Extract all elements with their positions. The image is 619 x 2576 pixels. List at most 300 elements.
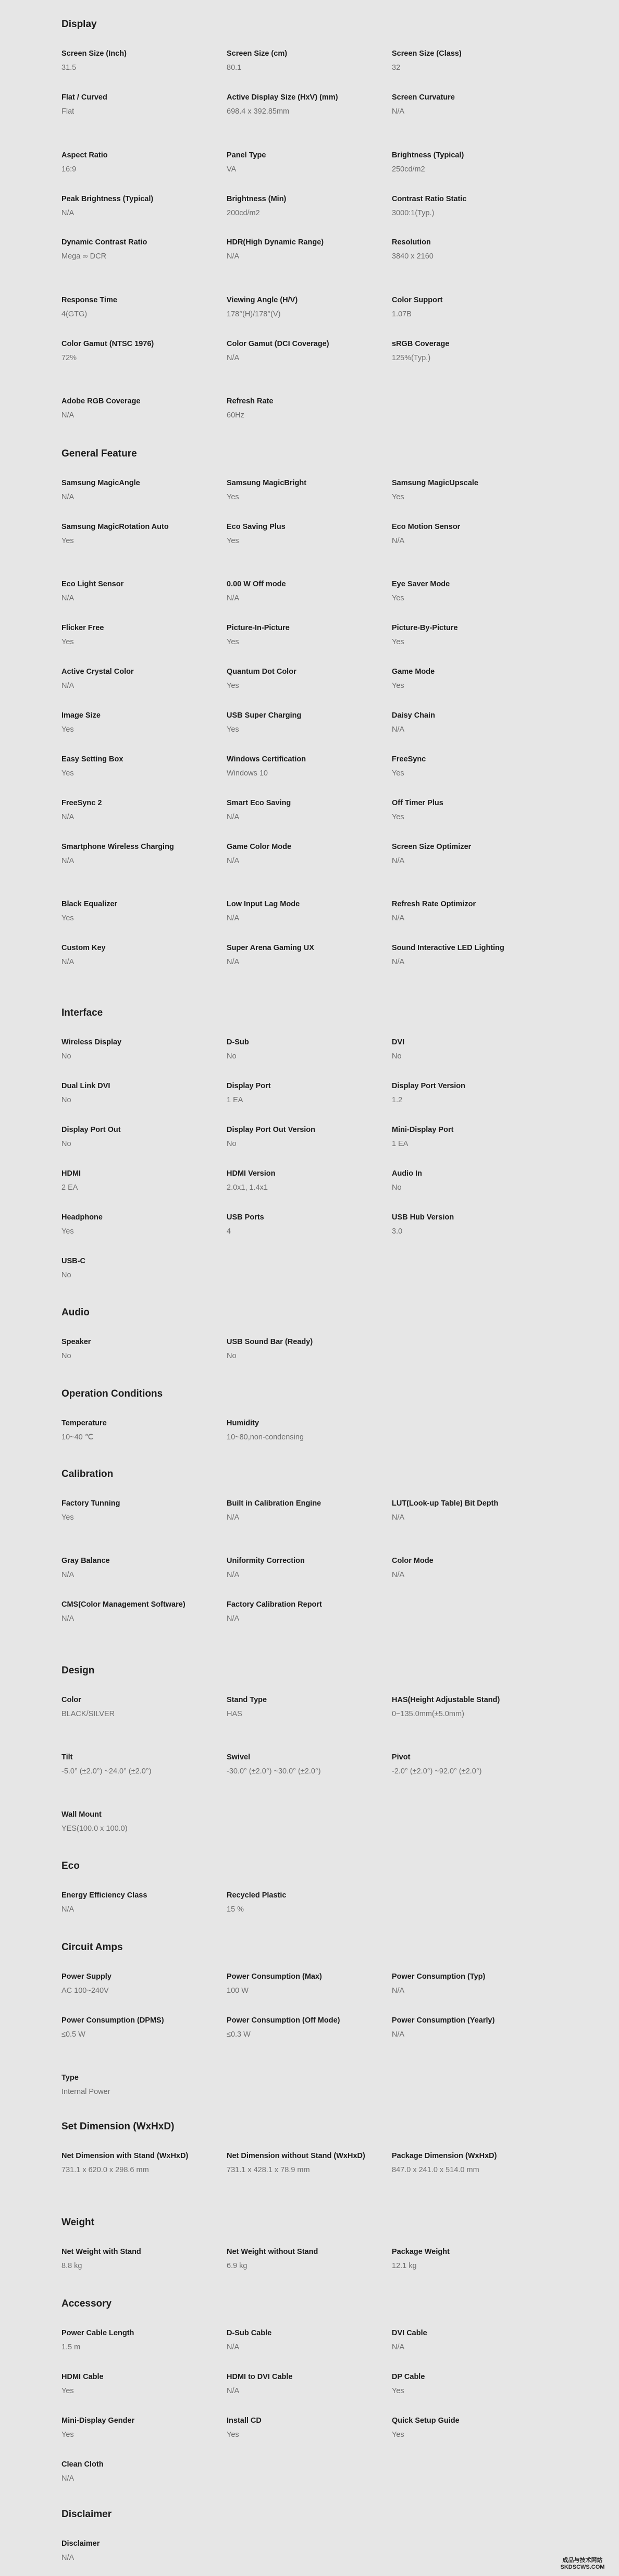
spec-item	[61, 1889, 207, 1917]
spec-value: 250cd/m2	[392, 165, 425, 174]
spec-item	[61, 1497, 207, 1525]
spec-item	[227, 2326, 373, 2355]
spec-item	[61, 2370, 207, 2398]
spec-label: Package Weight	[392, 2248, 450, 2256]
spec-item	[392, 149, 527, 177]
spec-value: Yes	[392, 813, 404, 821]
spec-value: -2.0° (±2.0°) ~92.0° (±2.0°)	[392, 1767, 482, 1776]
spec-label: Contrast Ratio Static	[392, 195, 467, 203]
spec-value: 1.07B	[392, 310, 412, 318]
spec-label: Screen Curvature	[392, 93, 455, 102]
spec-label: Quantum Dot Color	[227, 668, 296, 676]
spec-label: Mini-Display Gender	[61, 2417, 135, 2425]
spec-item	[61, 2326, 207, 2355]
spec-item	[61, 192, 207, 220]
spec-item	[392, 236, 527, 264]
spec-item	[392, 1123, 527, 1151]
spec-item	[227, 236, 373, 264]
section-title: Design	[61, 1665, 95, 1676]
spec-label: Eco Motion Sensor	[392, 523, 461, 531]
spec-label: Display Port Out	[61, 1126, 121, 1134]
section-title: Circuit Amps	[61, 1942, 123, 1953]
spec-value: Flat	[61, 107, 75, 116]
spec-label: Screen Size Optimizer	[392, 843, 472, 851]
spec-value: N/A	[392, 958, 405, 966]
spec-value: Yes	[392, 493, 404, 501]
spec-value: 6.9 kg	[227, 2262, 247, 2270]
spec-value: Yes	[61, 537, 74, 545]
section-title: Operation Conditions	[61, 1388, 163, 1399]
spec-label: Wireless Display	[61, 1038, 122, 1046]
spec-item	[392, 293, 527, 322]
spec-label: Samsung MagicUpscale	[392, 479, 478, 487]
spec-item	[227, 1497, 373, 1525]
spec-label: Clean Cloth	[61, 2460, 104, 2469]
spec-item	[392, 520, 527, 548]
spec-value: N/A	[392, 1513, 405, 1522]
spec-item	[392, 91, 527, 119]
spec-value: N/A	[392, 2343, 405, 2351]
spec-value: N/A	[227, 354, 240, 362]
spec-label: Power Consumption (Yearly)	[392, 2016, 495, 2025]
section-title: Eco	[61, 1860, 80, 1871]
spec-label: Screen Size (Class)	[392, 50, 462, 58]
spec-item	[392, 665, 527, 693]
spec-item	[61, 577, 207, 606]
spec-value: Yes	[61, 1513, 74, 1522]
spec-item	[392, 2370, 527, 2398]
spec-label: Color	[61, 1696, 81, 1704]
spec-label: Speaker	[61, 1338, 91, 1346]
spec-item	[392, 796, 527, 824]
spec-item	[227, 577, 373, 606]
spec-item	[227, 1123, 373, 1151]
spec-item	[392, 1036, 527, 1064]
spec-label: Tilt	[61, 1753, 73, 1761]
spec-value: 15 %	[227, 1905, 244, 1914]
spec-value: N/A	[61, 682, 75, 690]
spec-item	[227, 1416, 373, 1445]
spec-value: N/A	[61, 493, 75, 501]
spec-value: No	[61, 1271, 71, 1279]
spec-value: 847.0 x 241.0 x 514.0 mm	[392, 2166, 479, 2174]
spec-label: Eye Saver Mode	[392, 580, 450, 588]
spec-value: N/A	[392, 1987, 405, 1995]
spec-label: Net Dimension with Stand (WxHxD)	[61, 2152, 189, 2160]
spec-label: Flicker Free	[61, 624, 104, 632]
spec-value: N/A	[61, 1571, 75, 1579]
spec-item	[227, 1751, 373, 1779]
spec-value: No	[61, 1140, 71, 1148]
spec-item	[227, 796, 373, 824]
spec-label: Color Gamut (DCI Coverage)	[227, 340, 329, 348]
spec-item	[227, 337, 373, 365]
spec-label: Samsung MagicBright	[227, 479, 307, 487]
spec-value: Yes	[61, 769, 74, 778]
spec-item	[227, 293, 373, 322]
spec-label: Game Color Mode	[227, 843, 292, 851]
spec-label: Aspect Ratio	[61, 151, 108, 159]
spec-label: Stand Type	[227, 1696, 267, 1704]
spec-label: Power Consumption (DPMS)	[61, 2016, 164, 2025]
spec-value: N/A	[227, 594, 240, 602]
spec-label: USB-C	[61, 1257, 85, 1265]
spec-label: Refresh Rate	[227, 397, 274, 405]
spec-value: Yes	[61, 725, 74, 734]
spec-value: 8.8 kg	[61, 2262, 82, 2270]
spec-label: sRGB Coverage	[392, 340, 450, 348]
spec-item	[392, 753, 527, 781]
spec-value: N/A	[61, 813, 75, 821]
spec-item	[227, 2370, 373, 2398]
spec-value: N/A	[227, 252, 240, 261]
spec-label: Mini-Display Port	[392, 1126, 454, 1134]
spec-label: Net Weight without Stand	[227, 2248, 318, 2256]
spec-label: Uniformity Correction	[227, 1557, 305, 1565]
spec-value: N/A	[227, 958, 240, 966]
spec-label: Power Consumption (Max)	[227, 1973, 322, 1981]
spec-label: CMS(Color Management Software)	[61, 1600, 185, 1609]
spec-item	[61, 1335, 207, 1363]
spec-label: DVI	[392, 1038, 405, 1046]
spec-item	[392, 2149, 527, 2177]
spec-item	[61, 1079, 207, 1107]
spec-value: N/A	[392, 537, 405, 545]
spec-label: Black Equalizer	[61, 900, 118, 908]
spec-value: 1 EA	[392, 1140, 408, 1148]
spec-value: 72%	[61, 354, 77, 362]
spec-label: Install CD	[227, 2417, 262, 2425]
spec-value: 0~135.0mm(±5.0mm)	[392, 1710, 464, 1718]
spec-item	[61, 47, 207, 75]
spec-item	[61, 2458, 207, 2486]
spec-label: Response Time	[61, 296, 117, 304]
spec-value: Yes	[392, 2387, 404, 2395]
spec-item	[227, 621, 373, 649]
spec-item	[227, 1335, 373, 1363]
spec-value: N/A	[392, 725, 405, 734]
spec-item	[61, 1808, 207, 1836]
spec-item	[227, 709, 373, 737]
watermark-line2: SKDSCWS.COM	[560, 2564, 605, 2570]
spec-item	[392, 2245, 527, 2273]
spec-value: No	[392, 1184, 402, 1192]
spec-label: Custom Key	[61, 944, 106, 952]
spec-value: 200cd/m2	[227, 209, 260, 217]
section-title: Weight	[61, 2217, 94, 2228]
section-title: Calibration	[61, 1469, 114, 1480]
spec-item	[227, 1598, 373, 1626]
spec-item	[61, 91, 207, 119]
spec-label: Power Supply	[61, 1973, 112, 1981]
spec-item	[61, 2071, 207, 2099]
spec-label: DP Cable	[392, 2373, 425, 2381]
spec-item	[227, 1211, 373, 1239]
spec-label: USB Sound Bar (Ready)	[227, 1338, 313, 1346]
spec-value: N/A	[61, 594, 75, 602]
spec-item	[61, 621, 207, 649]
spec-item	[392, 840, 527, 868]
spec-item	[61, 1254, 207, 1283]
spec-label: Power Cable Length	[61, 2329, 134, 2337]
spec-label: Dynamic Contrast Ratio	[61, 238, 147, 246]
spec-value: 80.1	[227, 64, 242, 72]
spec-value: -30.0° (±2.0°) ~30.0° (±2.0°)	[227, 1767, 321, 1776]
spec-value: No	[227, 1140, 237, 1148]
spec-item	[227, 395, 373, 423]
spec-item	[392, 1693, 527, 1721]
spec-label: FreeSync 2	[61, 799, 102, 807]
spec-item	[227, 149, 373, 177]
spec-item	[227, 840, 373, 868]
spec-label: Display Port	[227, 1082, 271, 1090]
spec-label: HDMI Version	[227, 1169, 276, 1178]
spec-item	[227, 2014, 373, 2042]
spec-label: 0.00 W Off mode	[227, 580, 286, 588]
spec-label: Sound Interactive LED Lighting	[392, 944, 504, 952]
spec-label: Off Timer Plus	[392, 799, 443, 807]
spec-value: Yes	[227, 638, 239, 646]
spec-item	[61, 1693, 207, 1721]
spec-label: D-Sub Cable	[227, 2329, 272, 2337]
spec-label: Net Weight with Stand	[61, 2248, 141, 2256]
spec-item	[227, 665, 373, 693]
spec-value: 1.2	[392, 1096, 403, 1104]
spec-label: Built in Calibration Engine	[227, 1499, 321, 1508]
spec-label: Resolution	[392, 238, 431, 246]
watermark-line1: 成品与技术网站	[562, 2557, 603, 2563]
spec-value: Yes	[61, 914, 74, 922]
spec-value: 31.5	[61, 64, 77, 72]
spec-item	[392, 1079, 527, 1107]
spec-label: HDMI Cable	[61, 2373, 104, 2381]
spec-item	[61, 1416, 207, 1445]
spec-label: Brightness (Min)	[227, 195, 287, 203]
spec-label: Type	[61, 2074, 79, 2082]
spec-label: Swivel	[227, 1753, 251, 1761]
spec-label: Viewing Angle (H/V)	[227, 296, 298, 304]
spec-item	[392, 941, 527, 969]
spec-value: Windows 10	[227, 769, 268, 778]
section-title: Set Dimension (WxHxD)	[61, 2121, 175, 2132]
spec-value: 12.1 kg	[392, 2262, 417, 2270]
section-title: Disclaimer	[61, 2509, 112, 2520]
spec-item	[61, 2414, 207, 2442]
spec-item	[227, 1970, 373, 1998]
spec-item	[61, 1598, 207, 1626]
spec-value: 3000:1(Typ.)	[392, 209, 435, 217]
spec-item	[392, 577, 527, 606]
spec-value: 125%(Typ.)	[392, 354, 431, 362]
spec-item	[61, 236, 207, 264]
spec-item	[392, 2014, 527, 2042]
spec-label: Smartphone Wireless Charging	[61, 843, 174, 851]
spec-value: N/A	[61, 2554, 75, 2562]
spec-value: 731.1 x 620.0 x 298.6 mm	[61, 2166, 149, 2174]
spec-label: Eco Saving Plus	[227, 523, 286, 531]
spec-value: No	[227, 1052, 237, 1061]
spec-label: HAS(Height Adjustable Stand)	[392, 1696, 500, 1704]
spec-label: Humidity	[227, 1419, 259, 1427]
spec-value: AC 100~240V	[61, 1987, 109, 1995]
spec-value: N/A	[61, 411, 75, 420]
spec-label: Easy Setting Box	[61, 755, 123, 763]
spec-label: Samsung MagicRotation Auto	[61, 523, 169, 531]
spec-item	[61, 1036, 207, 1064]
spec-value: VA	[227, 165, 237, 174]
spec-label: Brightness (Typical)	[392, 151, 464, 159]
spec-item	[392, 897, 527, 926]
spec-item	[61, 1123, 207, 1151]
spec-value: 2 EA	[61, 1184, 78, 1192]
spec-value: Yes	[61, 1227, 74, 1236]
spec-value: ≤0.3 W	[227, 2030, 251, 2039]
spec-item	[392, 1497, 527, 1525]
spec-value: N/A	[227, 1614, 240, 1623]
spec-item	[61, 840, 207, 868]
spec-label: Pivot	[392, 1753, 411, 1761]
watermark-logo	[549, 2557, 616, 2573]
spec-value: 3.0	[392, 1227, 403, 1236]
spec-label: FreeSync	[392, 755, 426, 763]
spec-value: 60Hz	[227, 411, 244, 420]
spec-item	[61, 2149, 207, 2177]
spec-item	[61, 941, 207, 969]
spec-item	[392, 621, 527, 649]
spec-label: Image Size	[61, 711, 101, 720]
spec-value: ≤0.5 W	[61, 2030, 85, 2039]
spec-label: Power Consumption (Off Mode)	[227, 2016, 340, 2025]
spec-value: Yes	[227, 725, 239, 734]
spec-label: USB Ports	[227, 1213, 264, 1222]
spec-item	[227, 753, 373, 781]
spec-label: Energy Efficiency Class	[61, 1891, 147, 1900]
spec-label: HDMI	[61, 1169, 81, 1178]
spec-label: Screen Size (Inch)	[61, 50, 127, 58]
spec-label: Peak Brightness (Typical)	[61, 195, 154, 203]
spec-label: Power Consumption (Typ)	[392, 1973, 486, 1981]
spec-item	[227, 941, 373, 969]
spec-value: No	[61, 1052, 71, 1061]
spec-value: 10~80,non-condensing	[227, 1433, 304, 1441]
spec-label: Factory Calibration Report	[227, 1600, 322, 1609]
spec-item	[61, 337, 207, 365]
spec-item	[227, 2149, 373, 2177]
spec-item	[227, 897, 373, 926]
spec-value: 731.1 x 428.1 x 78.9 mm	[227, 2166, 310, 2174]
spec-item	[61, 1554, 207, 1582]
spec-label: Color Support	[392, 296, 443, 304]
spec-item	[392, 1211, 527, 1239]
spec-value: Yes	[392, 769, 404, 778]
spec-label: Adobe RGB Coverage	[61, 397, 141, 405]
spec-label: Gray Balance	[61, 1557, 110, 1565]
spec-item	[61, 796, 207, 824]
spec-item	[61, 149, 207, 177]
spec-label: Eco Light Sensor	[61, 580, 124, 588]
spec-item	[227, 1554, 373, 1582]
spec-label: Recycled Plastic	[227, 1891, 287, 1900]
spec-value: N/A	[61, 2474, 75, 2483]
spec-value: N/A	[227, 2343, 240, 2351]
spec-value: Yes	[227, 537, 239, 545]
spec-value: Yes	[227, 2431, 239, 2439]
spec-label: Disclaimer	[61, 2540, 100, 2548]
spec-value: No	[392, 1052, 402, 1061]
spec-item	[61, 293, 207, 322]
spec-item	[61, 1167, 207, 1195]
spec-value: BLACK/SILVER	[61, 1710, 115, 1718]
spec-item	[227, 47, 373, 75]
spec-value: N/A	[227, 914, 240, 922]
spec-item	[392, 476, 527, 504]
section-title: Display	[61, 19, 97, 30]
spec-item	[227, 1079, 373, 1107]
spec-item	[392, 2414, 527, 2442]
spec-value: N/A	[61, 209, 75, 217]
spec-item	[392, 1554, 527, 1582]
section-title: Accessory	[61, 2298, 112, 2309]
spec-value: Yes	[61, 2431, 74, 2439]
spec-label: Active Display Size (HxV) (mm)	[227, 93, 338, 102]
spec-item	[392, 709, 527, 737]
spec-value: 1.5 m	[61, 2343, 81, 2351]
spec-value: 4	[227, 1227, 231, 1236]
spec-label: Color Gamut (NTSC 1976)	[61, 340, 154, 348]
spec-label: Audio In	[392, 1169, 422, 1178]
spec-value: N/A	[61, 1905, 75, 1914]
spec-value: Yes	[392, 638, 404, 646]
spec-item	[392, 1751, 527, 1779]
spec-item	[61, 1211, 207, 1239]
spec-label: Panel Type	[227, 151, 266, 159]
spec-label: Daisy Chain	[392, 711, 435, 720]
spec-value: N/A	[61, 857, 75, 865]
spec-value: N/A	[392, 857, 405, 865]
spec-label: D-Sub	[227, 1038, 249, 1046]
spec-item	[61, 2245, 207, 2273]
spec-item	[227, 2245, 373, 2273]
section-title: Audio	[61, 1307, 90, 1318]
spec-value: 32	[392, 64, 401, 72]
spec-item	[227, 1167, 373, 1195]
spec-value: N/A	[227, 857, 240, 865]
spec-item	[227, 91, 373, 119]
spec-item	[392, 337, 527, 365]
spec-value: Yes	[227, 682, 239, 690]
spec-label: Game Mode	[392, 668, 435, 676]
spec-label: Display Port Version	[392, 1082, 466, 1090]
spec-label: Picture-By-Picture	[392, 624, 458, 632]
spec-label: Windows Certification	[227, 755, 306, 763]
spec-item	[61, 665, 207, 693]
spec-value: 3840 x 2160	[392, 252, 434, 261]
spec-item	[227, 1693, 373, 1721]
spec-label: Picture-In-Picture	[227, 624, 290, 632]
spec-value: N/A	[227, 1513, 240, 1522]
spec-item	[227, 476, 373, 504]
spec-item	[61, 395, 207, 423]
spec-item	[61, 753, 207, 781]
spec-value: No	[227, 1352, 237, 1360]
spec-label: Active Crystal Color	[61, 668, 134, 676]
spec-value: Yes	[392, 682, 404, 690]
spec-label: Net Dimension without Stand (WxHxD)	[227, 2152, 365, 2160]
spec-item	[392, 1970, 527, 1998]
spec-item	[227, 192, 373, 220]
spec-item	[392, 47, 527, 75]
spec-item	[61, 1751, 207, 1779]
